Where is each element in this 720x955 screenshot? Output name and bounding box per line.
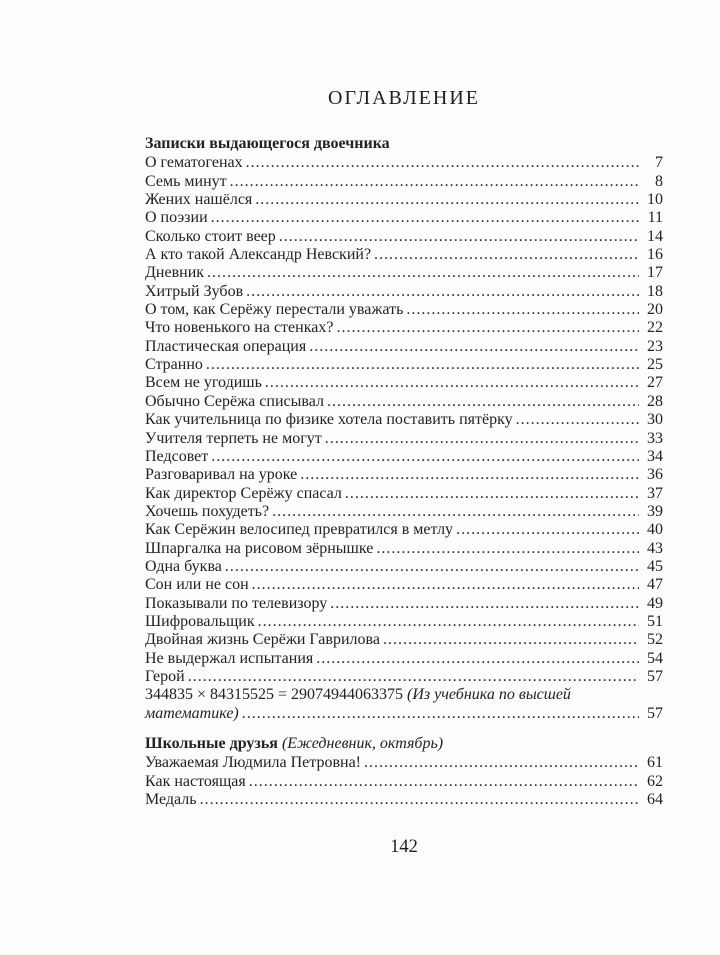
toc-entry — [145, 595, 663, 613]
toc-entry-title: Сон или не сон — [145, 576, 249, 594]
section-heading-note: (Ежедневник, октябрь) — [277, 735, 444, 752]
toc-entry — [145, 754, 663, 772]
toc-page-number: 40 — [647, 521, 663, 539]
toc-entry — [145, 191, 663, 209]
page-number: 142 — [390, 837, 418, 858]
table-of-contents — [145, 135, 663, 809]
toc-entry-title: Медаль — [145, 791, 197, 809]
toc-entry — [145, 668, 663, 686]
section-heading-text: Записки выдающегося двоечника — [145, 135, 390, 152]
toc-entry — [145, 466, 663, 484]
toc-page-number: 14 — [647, 227, 663, 245]
toc-page-number: 39 — [647, 502, 663, 520]
toc-page-number: 28 — [647, 392, 663, 410]
toc-entry — [145, 209, 663, 227]
toc-entry — [145, 773, 663, 791]
toc-entry-title-italic: (Из учебника по высшей — [403, 686, 571, 704]
dot-leader — [279, 228, 639, 246]
toc-page-number: 51 — [647, 612, 663, 630]
dot-leader — [188, 668, 639, 686]
toc-entry-title: Одна буква — [145, 557, 222, 575]
toc-entry-title: Обычно Серёжа списывал — [145, 392, 324, 410]
dot-leader — [364, 754, 639, 772]
toc-entry — [145, 485, 663, 503]
toc-page-number: 11 — [647, 209, 663, 227]
toc-page-number: 47 — [647, 576, 663, 594]
dot-leader — [327, 393, 639, 411]
toc-entry-title: Хитрый Зубов — [145, 282, 244, 300]
toc-entry — [145, 246, 663, 264]
dot-leader — [456, 521, 639, 539]
toc-page-number: 36 — [647, 466, 663, 484]
dot-leader — [211, 448, 639, 466]
toc-entry — [145, 448, 663, 466]
toc-page-number: 7 — [655, 154, 663, 172]
dot-leader — [374, 246, 639, 264]
toc-entry-title: Что новенького на стенках? — [145, 319, 334, 337]
section-heading — [145, 135, 663, 153]
dot-leader — [249, 773, 639, 791]
dot-leader — [265, 374, 639, 392]
toc-entry — [145, 540, 663, 558]
toc-entry — [145, 503, 663, 521]
toc-page-number: 25 — [647, 356, 663, 374]
toc-entry — [145, 356, 663, 374]
toc-page-number: 8 — [655, 172, 663, 190]
toc-entry-title: Хочешь похудеть? — [145, 502, 270, 520]
toc-page-number: 37 — [647, 484, 663, 502]
toc-page-number: 61 — [647, 754, 663, 772]
toc-section — [145, 135, 663, 723]
toc-entry-title: 344835 × 84315525 = 29074944063375 — [145, 686, 404, 704]
dot-leader — [242, 705, 639, 723]
toc-entry — [145, 576, 663, 594]
dot-leader — [200, 791, 639, 809]
toc-entry — [145, 283, 663, 301]
toc-entry-title: Пластическая операция — [145, 337, 307, 355]
toc-entry-title: Не выдержал испытания — [145, 649, 314, 667]
toc-page-number: 57 — [647, 667, 663, 685]
toc-entry — [145, 301, 663, 319]
toc-page-number: 27 — [647, 374, 663, 392]
toc-page-number: 33 — [647, 429, 663, 447]
section-heading — [145, 735, 663, 753]
toc-entry-title: Уважаемая Людмила Петровна! — [145, 754, 361, 772]
toc-page-number: 20 — [647, 301, 663, 319]
dot-leader — [246, 154, 639, 172]
toc-entry — [145, 613, 663, 631]
toc-entry-title: Как директор Серёжу спасал — [145, 484, 342, 502]
toc-page-number: 62 — [647, 772, 663, 790]
toc-page-number: 22 — [647, 319, 663, 337]
toc-entry-title: Шифровальщик — [145, 612, 255, 630]
toc-entry-title: Сколько стоит веер — [145, 227, 276, 245]
dot-leader — [316, 650, 639, 668]
dot-leader — [255, 191, 639, 209]
toc-entry — [145, 264, 663, 282]
toc-entry-title: О гематогенах — [145, 154, 243, 172]
dot-leader — [225, 558, 639, 576]
toc-entry — [145, 430, 663, 448]
toc-entry-title: Дневник — [145, 264, 205, 282]
dot-leader — [345, 485, 639, 503]
dot-leader — [211, 209, 639, 227]
toc-section — [145, 735, 663, 809]
toc-entry — [145, 521, 663, 539]
dot-leader — [309, 338, 639, 356]
toc-page-number: 43 — [647, 539, 663, 557]
toc-entry-title: А кто такой Александр Невский? — [145, 246, 372, 264]
dot-leader — [272, 503, 639, 521]
toc-entry-title: Семь минут — [145, 172, 227, 190]
dot-leader — [252, 576, 639, 594]
toc-entry-continuation: математике) — [145, 704, 239, 722]
toc-entry-line — [145, 686, 663, 704]
toc-page-number: 34 — [647, 447, 663, 465]
toc-entry-title: Двойная жизнь Серёжи Гаврилова — [145, 631, 380, 649]
toc-entry — [145, 154, 663, 172]
toc-entry — [145, 631, 663, 649]
toc-page-number: 17 — [647, 264, 663, 282]
toc-page-number: 16 — [647, 246, 663, 264]
toc-entry-title: О поэзии — [145, 209, 208, 227]
dot-leader — [246, 283, 639, 301]
dot-leader — [516, 411, 639, 429]
toc-page-number: 30 — [647, 411, 663, 429]
dot-leader — [406, 301, 639, 319]
toc-entry — [145, 374, 663, 392]
dot-leader — [383, 631, 639, 649]
toc-entry — [145, 319, 663, 337]
dot-leader — [258, 613, 639, 631]
toc-page-number: 54 — [647, 649, 663, 667]
toc-entry-title: Педсовет — [145, 447, 209, 465]
dot-leader — [325, 430, 639, 448]
toc-entry-title: Как настоящая — [145, 772, 246, 790]
dot-leader — [376, 540, 639, 558]
section-heading-text: Школьные друзья — [145, 735, 278, 752]
dot-leader — [300, 466, 639, 484]
toc-entry-title: Странно — [145, 356, 203, 374]
toc-entry — [145, 228, 663, 246]
toc-page-number: 52 — [647, 631, 663, 649]
toc-page-number: 64 — [647, 791, 663, 809]
toc-entry-title: Герой — [145, 667, 185, 685]
toc-entry — [145, 558, 663, 576]
toc-entry-title: Как учительница по физике хотела поставить пятёрку — [145, 411, 513, 429]
toc-page-number: 49 — [647, 594, 663, 612]
toc-entry-title: Шпаргалка на рисовом зёрнышке — [145, 539, 374, 557]
toc-page-number: 18 — [647, 282, 663, 300]
dot-leader — [330, 595, 639, 613]
toc-page-number: 10 — [647, 191, 663, 209]
toc-entry-title: Жених нашёлся — [145, 191, 253, 209]
toc-entry-title: Как Серёжин велосипед превратился в метлу — [145, 521, 454, 539]
toc-entry-title: Разговаривал на уроке — [145, 466, 298, 484]
toc-entry-title: Показывали по телевизору — [145, 594, 328, 612]
toc-entry — [145, 650, 663, 668]
toc-page-number: 57 — [647, 704, 663, 722]
toc-page-number: 45 — [647, 557, 663, 575]
dot-leader — [207, 264, 639, 282]
toc-entry — [145, 393, 663, 411]
dot-leader — [336, 319, 639, 337]
toc-entry — [145, 705, 663, 723]
dot-leader — [230, 173, 639, 191]
toc-entry — [145, 411, 663, 429]
toc-page-number: 23 — [647, 337, 663, 355]
toc-entry — [145, 791, 663, 809]
page-title: ОГЛАВЛЕНИЕ — [328, 87, 480, 109]
dot-leader — [206, 356, 639, 374]
toc-entry — [145, 173, 663, 191]
toc-entry-title: Всем не угодишь — [145, 374, 262, 392]
toc-entry-title: Учителя терпеть не могут — [145, 429, 322, 447]
toc-entry — [145, 338, 663, 356]
toc-entry-title: О том, как Серёжу перестали уважать — [145, 301, 404, 319]
